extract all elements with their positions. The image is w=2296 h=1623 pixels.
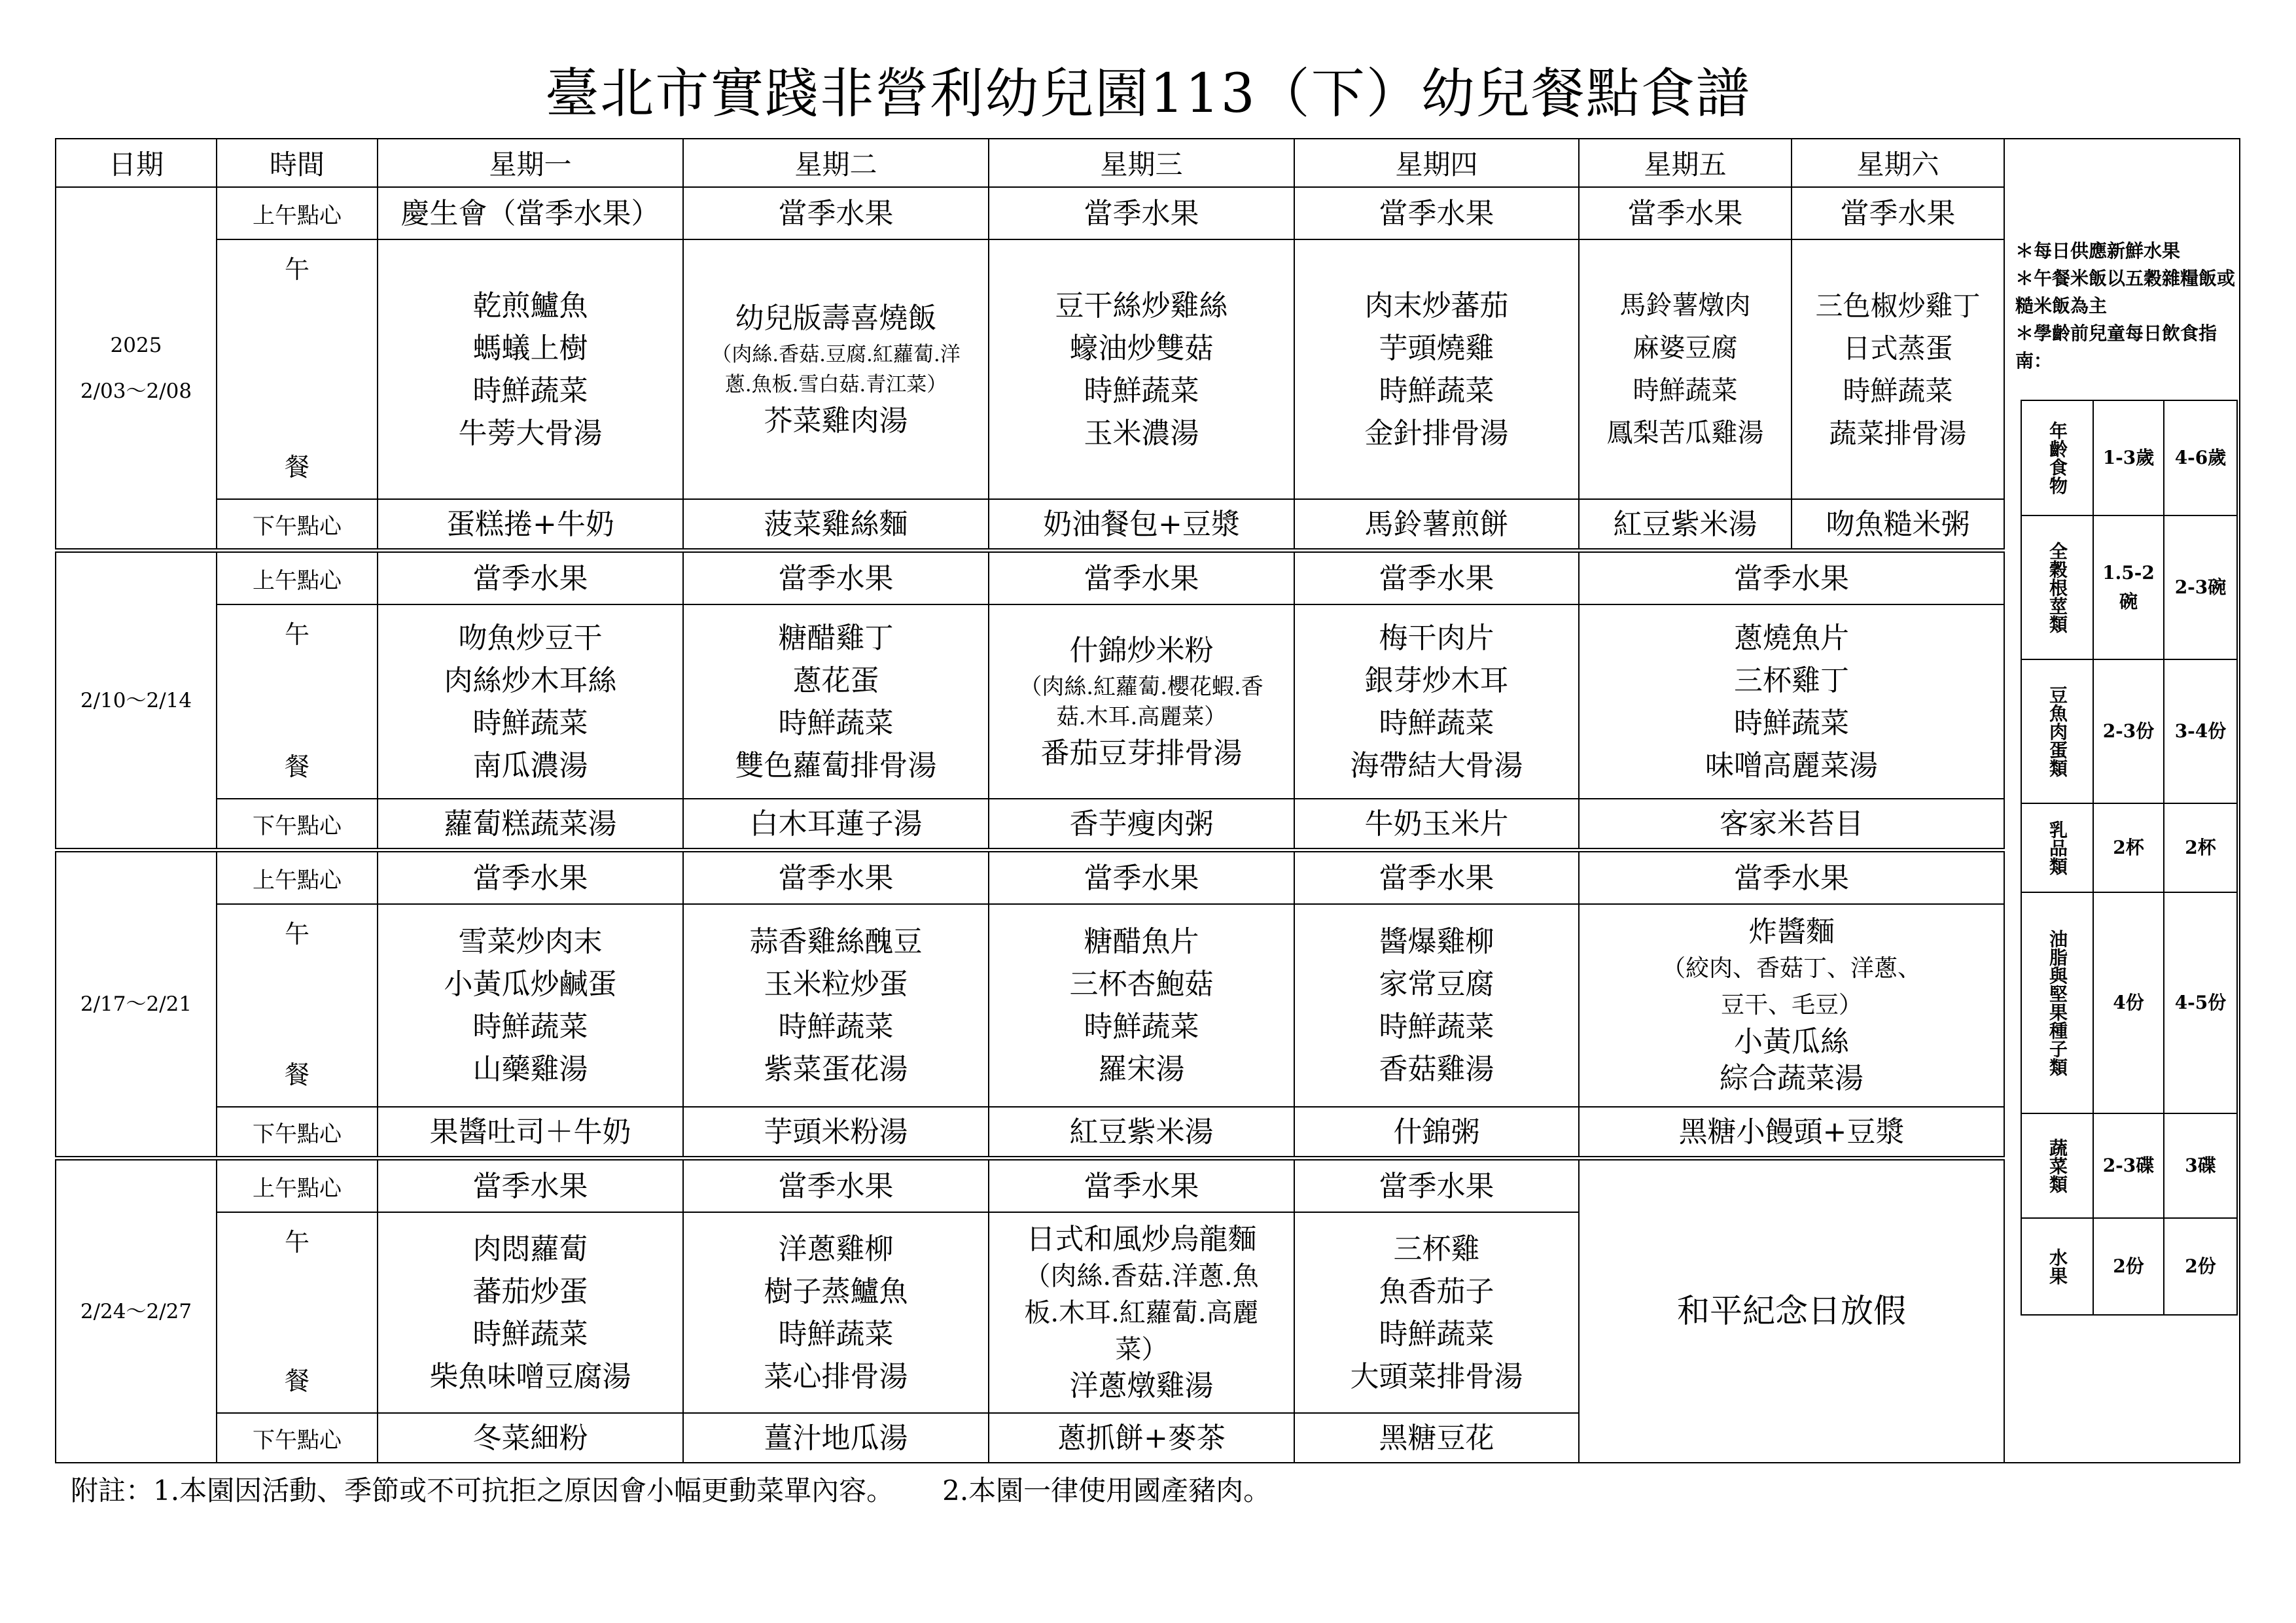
dish: 蔥燒魚片 [1734, 621, 1849, 655]
guide-amount-2: 2杯 [2164, 803, 2237, 892]
dish: 芋頭燒雞 [1379, 331, 1494, 365]
week1-am-row [56, 187, 2240, 239]
am-snack-label: 上午點心 [217, 850, 378, 905]
guide-row [2021, 1113, 2237, 1218]
noon-label-top: 午 [284, 920, 309, 949]
menu-cell: 芋頭米粉湯 [683, 1107, 989, 1159]
week1-date [56, 187, 217, 551]
menu-cell [378, 604, 683, 799]
guide-header-row [2021, 400, 2237, 515]
dish: 大頭菜排骨湯 [1350, 1359, 1523, 1393]
menu-cell: 馬鈴薯煎餅 [1294, 499, 1579, 551]
dish: 時鮮蔬菜 [1379, 374, 1494, 408]
menu-cell: 當季水果 [1579, 850, 2004, 905]
dish: 家常豆腐 [1379, 968, 1494, 1001]
week3-am-row [56, 850, 2240, 905]
menu-cell: 牛奶玉米片 [1294, 799, 1579, 850]
week3-date [56, 850, 217, 1159]
dish: 蕃茄炒蛋 [472, 1274, 588, 1308]
dish: 時鮮蔬菜 [472, 374, 588, 408]
header-saturday: 星期六 [1792, 139, 2004, 187]
dish: 小黃瓜炒鹹蛋 [444, 968, 617, 1001]
dish: 番茄豆芽排骨湯 [1040, 736, 1243, 770]
pm-snack-label: 下午點心 [217, 499, 378, 551]
guide-food: 蔬菜類 [2021, 1113, 2093, 1218]
pm-snack-label: 下午點心 [217, 799, 378, 850]
menu-cell: 當季水果 [378, 551, 683, 605]
dish: 日式蒸蛋 [1843, 332, 1953, 364]
dish: 肉悶蘿蔔 [472, 1232, 588, 1266]
dish: 雙色蘿蔔排骨湯 [735, 748, 937, 782]
menu-cell: 當季水果 [1294, 1159, 1579, 1213]
dish: 什錦炒米粉 [1069, 633, 1214, 667]
week4-am-row [56, 1159, 2240, 1213]
guide-food: 水果 [2021, 1218, 2093, 1315]
dish: 日式和風炒烏龍麵 [1026, 1222, 1257, 1256]
dish: 麻婆豆腐 [1633, 332, 1738, 363]
noon-label-bottom: 餐 [284, 752, 309, 781]
menu-cell: 當季水果 [683, 187, 989, 239]
menu-cell: 菠菜雞絲麵 [683, 499, 989, 551]
menu-cell [378, 239, 683, 499]
noon-label [217, 904, 378, 1107]
am-snack-label: 上午點心 [217, 551, 378, 605]
week2-range: 2/10～2/14 [80, 688, 192, 712]
dish: 銀芽炒木耳 [1364, 663, 1509, 697]
note-rice: ＊午餐米飯以五穀雜糧飯或糙米飯為主 [2015, 268, 2236, 317]
dish: 南瓜濃湯 [472, 748, 588, 782]
menu-cell: 當季水果 [378, 850, 683, 905]
guide-amount-1: 2-3份 [2093, 659, 2164, 803]
dish: 綜合蔬菜湯 [1720, 1062, 1863, 1095]
menu-cell: 當季水果 [989, 1159, 1294, 1213]
noon-label-top: 午 [284, 255, 309, 284]
dish: 小黃瓜絲 [1734, 1025, 1849, 1058]
menu-cell [683, 904, 989, 1107]
dish: 糖醋雞丁 [778, 621, 894, 655]
week2-noon-row [56, 604, 2240, 799]
menu-cell: 蔥抓餅+麥茶 [989, 1413, 1294, 1463]
menu-cell: 當季水果 [989, 850, 1294, 905]
guide-amount-1: 1.5-2碗 [2093, 515, 2164, 659]
dish: 豆干絲炒雞絲 [1055, 288, 1228, 323]
menu-cell: 香芋瘦肉粥 [989, 799, 1294, 850]
guide-amount-1: 2-3碟 [2093, 1113, 2164, 1218]
guide-amount-1: 2杯 [2093, 803, 2164, 892]
dish-ingredients: （絞肉、香菇丁、洋蔥、豆干、毛豆） [1661, 955, 1921, 1019]
menu-cell: 客家米苔目 [1579, 799, 2004, 850]
guide-amount-2: 3碟 [2164, 1113, 2237, 1218]
dish: 魚香茄子 [1379, 1274, 1494, 1308]
dish: 玉米濃湯 [1084, 416, 1199, 450]
noon-label-bottom: 餐 [284, 1367, 309, 1395]
week3-range: 2/17～2/21 [80, 992, 192, 1016]
pm-snack-label: 下午點心 [217, 1413, 378, 1463]
guide-row [2021, 803, 2237, 892]
side-panel [2004, 139, 2240, 1463]
menu-cell: 冬菜細粉 [378, 1413, 683, 1463]
header-thursday: 星期四 [1294, 139, 1579, 187]
week3-pm-row [56, 1107, 2240, 1159]
menu-table [55, 138, 2240, 1463]
week1-year: 2025 [110, 333, 162, 357]
menu-cell: 當季水果 [1294, 850, 1579, 905]
dish: 螞蟻上樹 [472, 331, 588, 365]
menu-cell [378, 1212, 683, 1413]
menu-cell: 當季水果 [989, 187, 1294, 239]
noon-label-bottom: 餐 [284, 453, 309, 481]
menu-cell [1294, 1212, 1579, 1413]
menu-cell [989, 604, 1294, 799]
note-guide: ＊學齡前兒童每日飲食指南： [2015, 323, 2217, 372]
menu-cell: 當季水果 [1792, 187, 2004, 239]
header-wednesday: 星期三 [989, 139, 1294, 187]
dish: 芥菜雞肉湯 [764, 404, 908, 438]
dish: 時鮮蔬菜 [1633, 375, 1738, 406]
menu-cell [1294, 239, 1579, 499]
dish: 馬鈴薯燉肉 [1619, 290, 1751, 321]
dish: 時鮮蔬菜 [1084, 1010, 1199, 1043]
menu-cell: 當季水果 [683, 1159, 989, 1213]
menu-cell [989, 904, 1294, 1107]
dish: 山藥雞湯 [472, 1053, 588, 1086]
menu-cell [1294, 604, 1579, 799]
dish: 時鮮蔬菜 [472, 1010, 588, 1043]
guide-amount-2: 2份 [2164, 1218, 2237, 1315]
dish: 時鮮蔬菜 [472, 1317, 588, 1351]
dish: 時鮮蔬菜 [1379, 1317, 1494, 1351]
dish: 雪菜炒肉末 [458, 925, 603, 958]
menu-cell [683, 604, 989, 799]
am-snack-label: 上午點心 [217, 187, 378, 239]
dish-ingredients: （肉絲.香菇.豆腐.紅蘿蔔.洋蔥.魚板.雪白菇.青江菜） [711, 342, 961, 396]
dish: 時鮮蔬菜 [778, 706, 894, 740]
menu-cell: 慶生會（當季水果） [378, 187, 683, 239]
menu-cell: 什錦粥 [1294, 1107, 1579, 1159]
noon-label-bottom: 餐 [284, 1060, 309, 1089]
menu-cell: 當季水果 [1294, 551, 1579, 605]
dish: 三色椒炒雞丁 [1815, 289, 1981, 322]
footnote-note2: 2.本園一律使用國產豬肉。 [942, 1475, 1271, 1507]
dish: 海帶結大骨湯 [1350, 748, 1523, 782]
dish: 樹子蒸鱸魚 [764, 1274, 908, 1308]
dish: 金針排骨湯 [1364, 416, 1509, 450]
dish: 時鮮蔬菜 [472, 706, 588, 740]
dish: 肉絲炒木耳絲 [444, 663, 617, 697]
dish: 洋蔥燉雞湯 [1069, 1369, 1214, 1403]
menu-cell: 紅豆紫米湯 [989, 1107, 1294, 1159]
dish: 蔬菜排骨湯 [1829, 417, 1967, 449]
dish: 時鮮蔬菜 [1843, 374, 1953, 407]
menu-cell [1579, 904, 2004, 1107]
menu-cell: 奶油餐包+豆漿 [989, 499, 1294, 551]
dish: 三杯雞 [1393, 1232, 1480, 1266]
menu-cell [1579, 604, 2004, 799]
guide-header-label: 年齡食物 [2021, 400, 2093, 515]
guide-row [2021, 659, 2237, 803]
guide-header-age1: 1-3歲 [2093, 400, 2164, 515]
guide-amount-1: 2份 [2093, 1218, 2164, 1315]
week4-range: 2/24～2/27 [80, 1299, 192, 1323]
menu-cell: 吻魚糙米粥 [1792, 499, 2004, 551]
menu-cell [1792, 239, 2004, 499]
menu-cell: 當季水果 [683, 551, 989, 605]
dish: 肉末炒蕃茄 [1364, 288, 1509, 323]
dish: 炸醬麵 [1748, 915, 1835, 949]
pm-snack-label: 下午點心 [217, 1107, 378, 1159]
dish: 吻魚炒豆干 [458, 621, 603, 655]
dish-ingredients: （肉絲.紅蘿蔔.櫻花蝦.香菇.木耳.高麗菜） [1019, 673, 1263, 730]
page-title: 臺北市實踐非營利幼兒園113（下）幼兒餐點食譜 [545, 63, 1751, 125]
menu-cell: 蘿蔔糕蔬菜湯 [378, 799, 683, 850]
dish: 三杯雞丁 [1734, 663, 1849, 697]
dish: 蔥花蛋 [792, 663, 879, 697]
menu-cell: 蛋糕捲+牛奶 [378, 499, 683, 551]
guide-food: 全穀根莖類 [2021, 515, 2093, 659]
week2-am-row [56, 551, 2240, 605]
header-date: 日期 [56, 139, 217, 187]
menu-cell: 紅豆紫米湯 [1579, 499, 1792, 551]
week2-pm-row [56, 799, 2240, 850]
week3-noon-row [56, 904, 2240, 1107]
menu-cell: 當季水果 [1294, 187, 1579, 239]
guide-amount-1: 4份 [2093, 892, 2164, 1113]
menu-cell [378, 904, 683, 1107]
guide-food: 乳品類 [2021, 803, 2093, 892]
menu-cell: 當季水果 [378, 1159, 683, 1213]
dish: 三杯杏鮑菇 [1069, 968, 1214, 1001]
note-fruit: ＊每日供應新鮮水果 [2015, 240, 2181, 262]
guide-amount-2: 3-4份 [2164, 659, 2237, 803]
guide-row [2021, 1218, 2237, 1315]
menu-cell: 白木耳蓮子湯 [683, 799, 989, 850]
guide-amount-2: 4-5份 [2164, 892, 2237, 1113]
guide-header-age2: 4-6歲 [2164, 400, 2237, 515]
dish-ingredients: （肉絲.香菇.洋蔥.魚板.木耳.紅蘿蔔.高麗菜） [1024, 1261, 1259, 1365]
am-snack-label: 上午點心 [217, 1159, 378, 1213]
dish: 時鮮蔬菜 [778, 1010, 894, 1043]
menu-cell: 黑糖豆花 [1294, 1413, 1579, 1463]
dish: 香菇雞湯 [1379, 1053, 1494, 1086]
dish: 時鮮蔬菜 [778, 1317, 894, 1351]
header-time: 時間 [217, 139, 378, 187]
footnote [71, 1469, 1271, 1509]
dish: 柴魚味噌豆腐湯 [429, 1359, 631, 1393]
header-monday: 星期一 [378, 139, 683, 187]
week1-pm-row [56, 499, 2240, 551]
dish: 羅宋湯 [1098, 1053, 1185, 1086]
dish: 蠔油炒雙菇 [1069, 331, 1214, 365]
diet-notes [2015, 237, 2239, 375]
guide-row [2021, 892, 2237, 1113]
guide-food: 油脂與堅果種子類 [2021, 892, 2093, 1113]
dish: 紫菜蛋花湯 [764, 1053, 908, 1086]
footnote-note1: 1.本園因活動、季節或不可抗拒之原因會小幅更動菜單內容。 [153, 1475, 894, 1507]
dish: 醬爆雞柳 [1379, 925, 1494, 958]
menu-cell [989, 239, 1294, 499]
diet-guide-table [2021, 400, 2238, 1316]
menu-cell [989, 1212, 1294, 1413]
menu-cell: 當季水果 [1579, 551, 2004, 605]
week4-date [56, 1159, 217, 1463]
dish: 菜心排骨湯 [764, 1359, 908, 1393]
dish: 味噌高麗菜湯 [1705, 748, 1878, 782]
footnote-prefix: 附註： [71, 1475, 154, 1507]
menu-cell: 果醬吐司＋牛奶 [378, 1107, 683, 1159]
menu-cell: 當季水果 [989, 551, 1294, 605]
week2-date [56, 551, 217, 850]
header-row [56, 139, 2240, 187]
noon-label [217, 239, 378, 499]
dish: 梅干肉片 [1379, 621, 1494, 655]
dish: 時鮮蔬菜 [1379, 1010, 1494, 1043]
noon-label [217, 1212, 378, 1413]
menu-cell [683, 1212, 989, 1413]
noon-label-top: 午 [284, 1228, 309, 1257]
noon-label-top: 午 [284, 620, 309, 649]
menu-cell [1579, 239, 1792, 499]
dish: 蒜香雞絲醜豆 [749, 925, 923, 958]
dish: 乾煎鱸魚 [472, 288, 588, 323]
week1-range: 2/03～2/08 [80, 379, 192, 403]
menu-cell [1294, 904, 1579, 1107]
dish: 玉米粒炒蛋 [764, 968, 908, 1001]
header-tuesday: 星期二 [683, 139, 989, 187]
dish: 時鮮蔬菜 [1734, 706, 1849, 740]
menu-cell [683, 239, 989, 499]
dish: 時鮮蔬菜 [1084, 374, 1199, 408]
holiday-cell: 和平紀念日放假 [1579, 1159, 2004, 1463]
header-friday: 星期五 [1579, 139, 1792, 187]
menu-cell: 當季水果 [683, 850, 989, 905]
guide-row [2021, 515, 2237, 659]
menu-cell: 當季水果 [1579, 187, 1792, 239]
menu-cell: 薑汁地瓜湯 [683, 1413, 989, 1463]
menu-cell: 黑糖小饅頭+豆漿 [1579, 1107, 2004, 1159]
dish: 時鮮蔬菜 [1379, 706, 1494, 740]
noon-label [217, 604, 378, 799]
guide-amount-2: 2-3碗 [2164, 515, 2237, 659]
guide-food: 豆魚肉蛋類 [2021, 659, 2093, 803]
dish: 鳳梨苦瓜雞湯 [1606, 417, 1764, 448]
week1-noon-row [56, 239, 2240, 499]
dish: 洋蔥雞柳 [778, 1232, 894, 1266]
dish: 牛蒡大骨湯 [458, 416, 603, 450]
dish: 糖醋魚片 [1084, 925, 1199, 958]
dish: 幼兒版壽喜燒飯 [735, 301, 937, 335]
